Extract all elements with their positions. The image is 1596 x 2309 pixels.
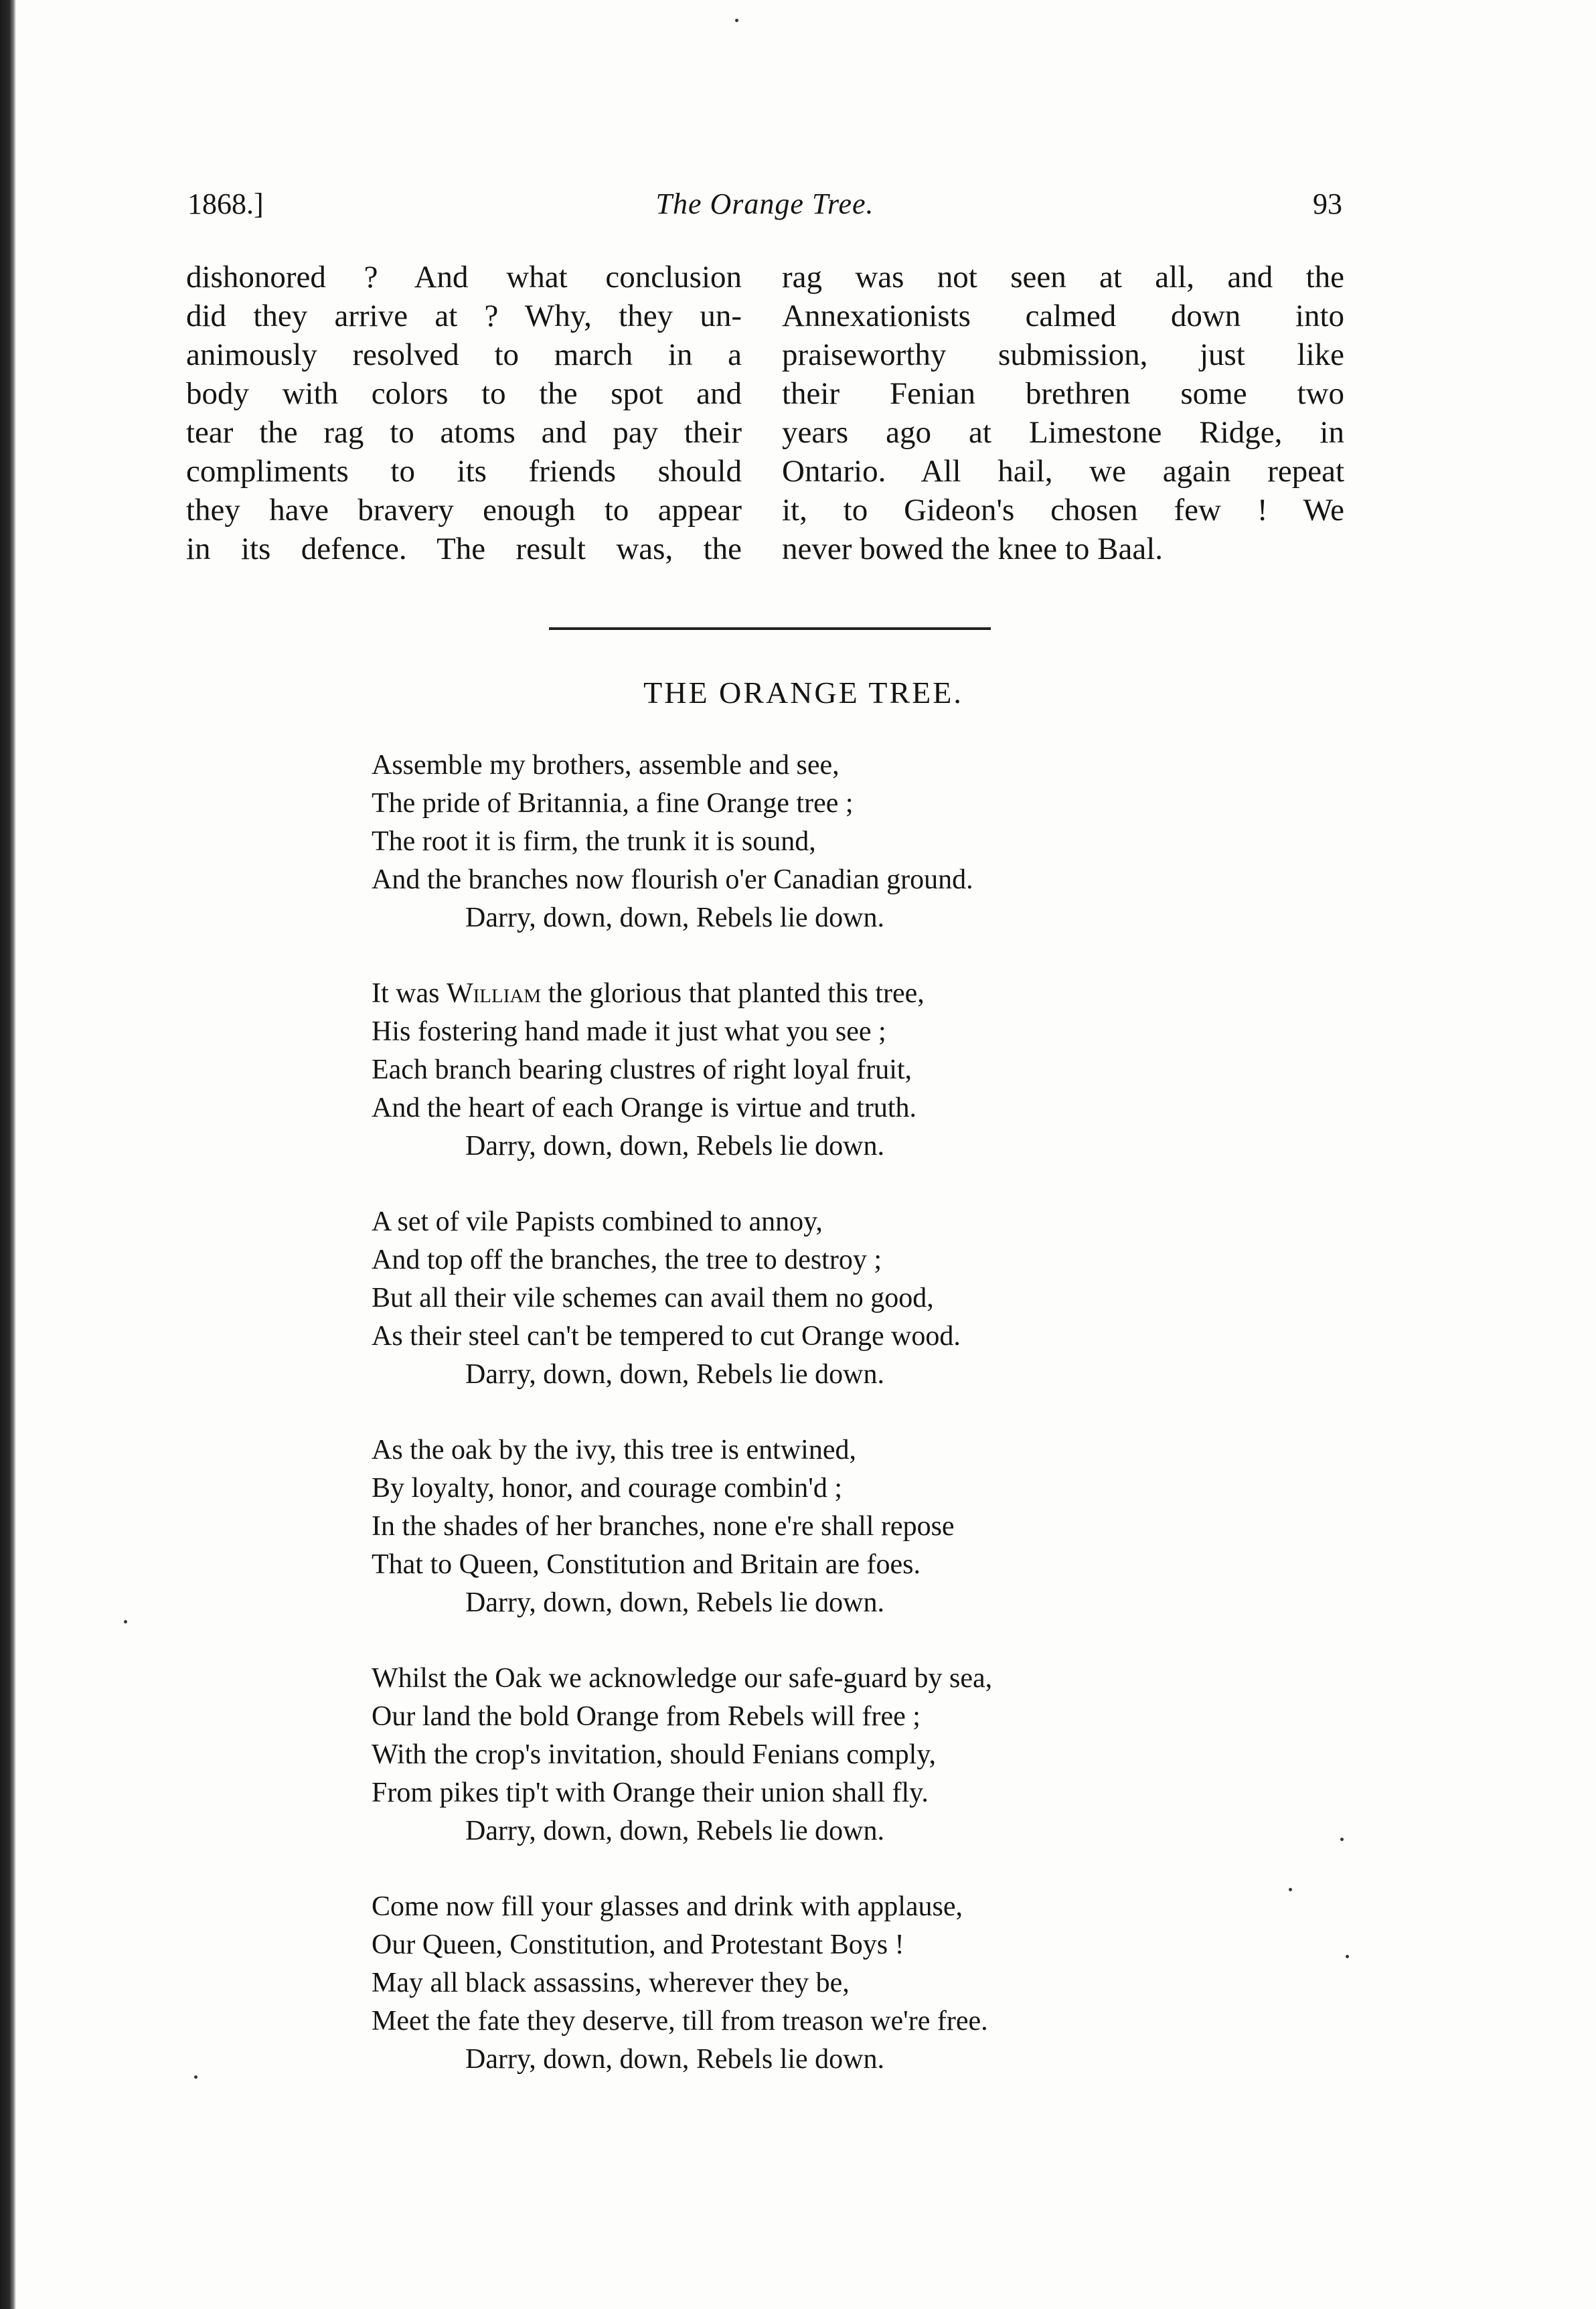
verse-line: May all black assassins, wherever they be,: [372, 1968, 850, 1998]
verse-line: A set of vile Papists combined to annoy,: [372, 1206, 823, 1237]
verse-text: It was: [372, 978, 447, 1009]
chorus-line: Darry, down, down, Rebels lie down.: [465, 1359, 885, 1390]
ink-speck: [1340, 1838, 1344, 1841]
verse-line: [372, 975, 1376, 1013]
prose-right-column: [782, 258, 1344, 568]
verse-line: Come now fill your glasses and drink with applause,: [372, 1891, 963, 1922]
poem-title: THE ORANGE TREE.: [643, 675, 963, 710]
stanza: [372, 975, 1376, 1166]
verse-line: Assemble my brothers, assemble and see,: [372, 750, 840, 781]
prose-line: their Fenian brethren some two: [782, 376, 1344, 411]
prose-line: dishonored ? And what conclusion: [186, 260, 742, 295]
verse-line: Our land the bold Orange from Rebels will free ;: [372, 1701, 921, 1732]
chorus-line: Darry, down, down, Rebels lie down.: [465, 1131, 885, 1162]
running-head-title: The Orange Tree.: [655, 187, 874, 220]
verse-line: The pride of Britannia, a fine Orange tree ;: [372, 788, 854, 819]
verse-line: From pikes tip't with Orange their union shall fly.: [372, 1777, 929, 1808]
ink-speck: [1346, 1955, 1349, 1958]
prose-line: they have bravery enough to appear: [186, 493, 742, 528]
verse-line: And the heart of each Orange is virtue and truth.: [372, 1093, 917, 1123]
running-head: [187, 181, 1342, 228]
verse-line: Whilst the Oak we acknowledge our safe-guard by sea,: [372, 1663, 993, 1694]
verse-line: Our Queen, Constitution, and Protestant Boys !: [372, 1929, 904, 1960]
chorus-line: Darry, down, down, Rebels lie down.: [465, 2044, 885, 2075]
verse-line: But all their vile schemes can avail them no good,: [372, 1283, 934, 1313]
prose-line: Annexationists calmed down into: [782, 299, 1344, 333]
verse-line: As their steel can't be tempered to cut Orange wood.: [372, 1321, 961, 1352]
chorus-line: Darry, down, down, Rebels lie down.: [465, 1587, 885, 1618]
section-divider: [549, 627, 991, 630]
chorus-line: Darry, down, down, Rebels lie down.: [465, 1816, 885, 1846]
stanza: [372, 1660, 1376, 1850]
ink-speck: [735, 19, 738, 22]
prose-line: body with colors to the spot and: [186, 376, 742, 411]
verse-line: By loyalty, honor, and courage combin'd ;: [372, 1473, 843, 1504]
stanza: [372, 1888, 1376, 2079]
chorus-line: Darry, down, down, Rebels lie down.: [465, 902, 885, 933]
prose-line: did they arrive at ? Why, they un-: [186, 299, 742, 333]
prose-line: animously resolved to march in a: [186, 337, 742, 372]
ink-speck: [124, 1620, 127, 1623]
verse-line: And top off the branches, the tree to destroy ;: [372, 1245, 882, 1275]
verse-text: the glorious that planted this tree,: [541, 978, 925, 1009]
stanza: [372, 1431, 1376, 1622]
prose-left-column: [186, 258, 742, 568]
binding-edge: [0, 0, 16, 2309]
verse-line: With the crop's invitation, should Fenians comply,: [372, 1739, 937, 1770]
prose-line: never bowed the knee to Baal.: [782, 532, 1164, 566]
ink-speck: [1289, 1888, 1292, 1891]
page-number: 93: [1313, 187, 1342, 220]
stanza: [372, 746, 1376, 937]
verse-line: In the shades of her branches, none e're shall repose: [372, 1511, 955, 1542]
verse-line: Meet the fate they deserve, till from treason we're free.: [372, 2006, 988, 2037]
verse-line: His fostering hand made it just what you see ;: [372, 1016, 886, 1047]
prose-line: tear the rag to atoms and pay their: [186, 415, 742, 450]
prose-line: in its defence. The result was, the: [186, 532, 742, 566]
verse-line: That to Queen, Constitution and Britain are foes.: [372, 1549, 921, 1580]
prose-line: it, to Gideon's chosen few ! We: [782, 493, 1344, 528]
prose-columns: [186, 258, 1351, 592]
name-william: William: [446, 978, 542, 1009]
prose-line: compliments to its friends should: [186, 454, 742, 489]
poem: [372, 746, 1376, 2116]
verse-line: The root it is firm, the trunk it is sound,: [372, 826, 816, 857]
running-head-year: 1868.]: [187, 187, 264, 220]
prose-line: years ago at Limestone Ridge, in: [782, 415, 1344, 450]
prose-line: Ontario. All hail, we again repeat: [782, 454, 1344, 489]
prose-line: praiseworthy submission, just like: [782, 337, 1344, 372]
prose-line: rag was not seen at all, and the: [782, 260, 1344, 295]
verse-line: And the branches now flourish o'er Canadian ground.: [372, 864, 973, 895]
verse-line: As the oak by the ivy, this tree is entwined,: [372, 1435, 856, 1465]
verse-line: Each branch bearing clustres of right loyal fruit,: [372, 1054, 912, 1085]
ink-speck: [194, 2075, 197, 2079]
stanza: [372, 1203, 1376, 1394]
